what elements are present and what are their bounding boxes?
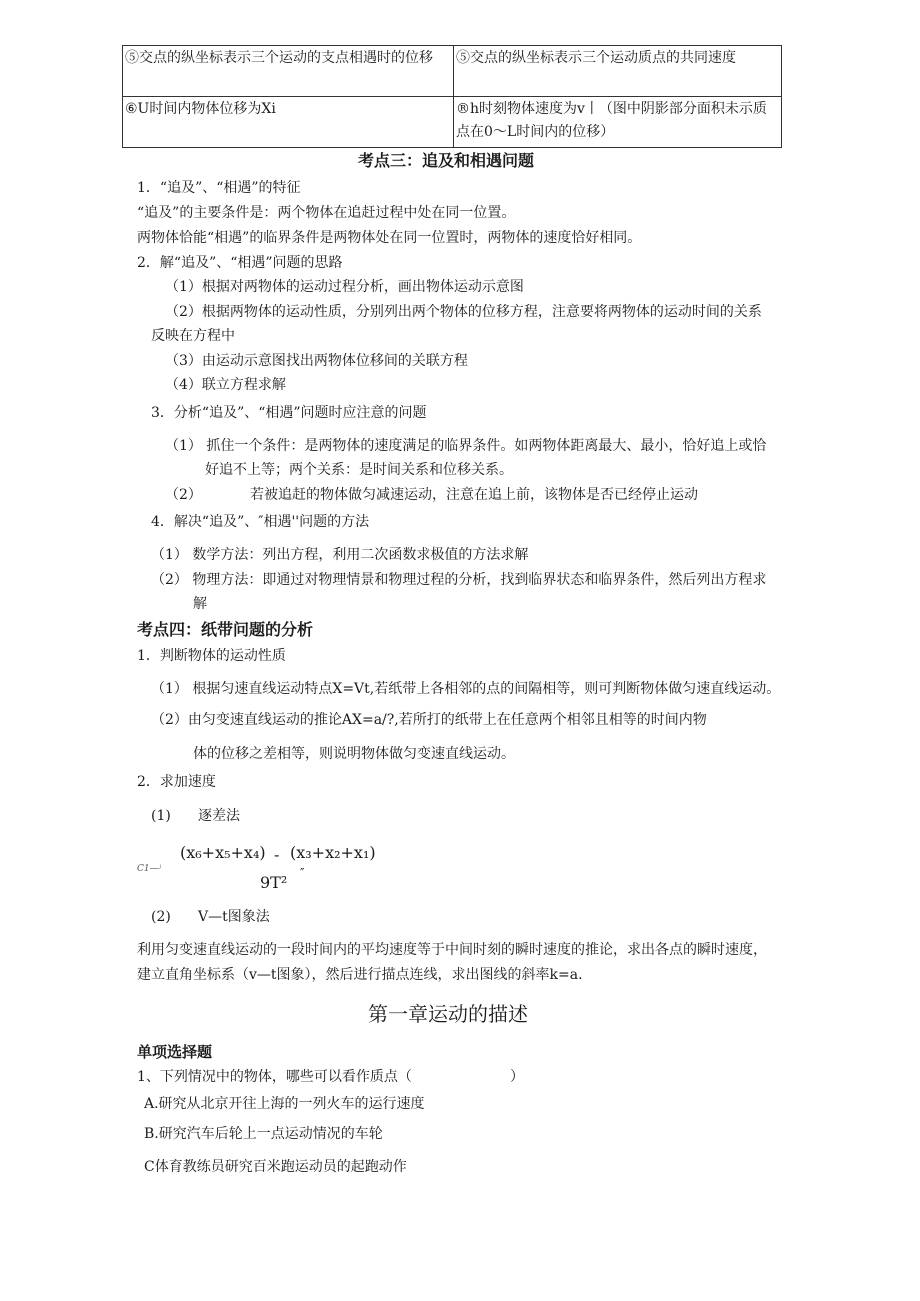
paragraph: “追及”的主要条件是：两个物体在追赶过程中处在同一位置。 (137, 205, 516, 221)
table-cell: ⑥U时间内物体位移为Xi (123, 97, 454, 148)
table-row (123, 46, 782, 97)
paragraph: （2） 物理方法：即通过对物理情景和物理过程的分析，找到临界状态和临界条件，然后列出方程求 (151, 572, 767, 588)
formula-prefix: C1—ʲ (137, 864, 161, 874)
question-bracket: ） (510, 1069, 524, 1085)
paragraph: 4．解决“追及”、″相遇''问题的方法 (151, 514, 370, 530)
paragraph: 若被追赶的物体做匀减速运动，注意在追上前，该物体是否已经停止运动 (250, 487, 698, 503)
paragraph: V—t图象法 (198, 909, 270, 925)
paragraph: （1）根据对两物体的运动过程分析，画出物体运动示意图 (165, 279, 524, 295)
table-cell: ®h时刻物体速度为v丨（图中阴影部分面积未示质点在0〜L时间内的位移） (454, 97, 782, 148)
paragraph: （2）由匀变速直线运动的推论AX=a/?,若所打的纸带上在任意两个相邻且相等的时间内物 (151, 712, 707, 728)
paragraph: 体的位移之差相等，则说明物体做匀变速直线运动。 (193, 746, 515, 762)
paragraph: 逐差法 (198, 808, 240, 824)
paragraph: （3）由运动示意图找出两物体位移间的关联方程 (165, 353, 468, 369)
section-title: 考点三：追及和相遇问题 (358, 151, 535, 170)
paragraph: (1) (151, 808, 171, 824)
table-cell: ⑤交点的纵坐标表示三个运动质点的共同速度 (454, 46, 782, 97)
paragraph: 1．判断物体的运动性质 (137, 648, 286, 664)
option-c: C体育教练员研究百米跑运动员的起跑动作 (144, 1159, 407, 1175)
paragraph: （4）联立方程求解 (165, 377, 286, 393)
formula-mark: ″ (300, 866, 305, 880)
comparison-table (122, 45, 782, 148)
paragraph: 1．“追及”、“相遇”的特征 (137, 180, 301, 196)
formula-term: (x₆+x₅+x₄) (180, 843, 266, 862)
paragraph: 解 (193, 596, 207, 612)
section-title: 考点四：纸带问题的分析 (137, 620, 314, 639)
paragraph: 2．解“追及”、“相遇”问题的思路 (137, 255, 343, 271)
subheading: 单项选择题 (137, 1043, 213, 1061)
paragraph: 2．求加速度 (137, 774, 216, 790)
paragraph: 两物体恰能“相遇”的临界条件是两物体处在同一位置时，两物体的速度恰好相同。 (137, 230, 642, 246)
paragraph: （1） 抓住一个条件：是两物体的速度满足的临界条件。如两物体距离最大、最小，恰好追上或恰 (165, 438, 767, 454)
paragraph: 3．分析“追及”、“相遇”问题时应注意的问题 (151, 405, 427, 421)
paragraph: （2）根据两物体的运动性质，分别列出两个物体的位移方程，注意要将两物体的运动时间的关系 (165, 304, 762, 320)
option-b: B.研究汽车后轮上一点运动情况的车轮 (144, 1126, 383, 1142)
formula-operator: - (274, 845, 280, 864)
paragraph: 反映在方程中 (151, 328, 235, 344)
paragraph: （1） 数学方法：列出方程，利用二次函数求极值的方法求解 (151, 547, 529, 563)
paragraph: (2) (151, 909, 171, 925)
paragraph: 利用匀变速直线运动的一段时间内的平均速度等于中间时刻的瞬时速度的推论，求出各点的瞬时速度， (137, 942, 767, 958)
table-cell: ⑤交点的纵坐标表示三个运动的支点相遇时的位移 (123, 46, 454, 97)
formula-term: (x₃+x₂+x₁) (290, 843, 376, 862)
formula-denominator: 9T² (260, 873, 288, 892)
paragraph: 好追不上等；两个关系：是时间关系和位移关系。 (205, 462, 513, 478)
paragraph: 建立直角坐标系（v—t图象），然后进行描点连线，求出图线的斜率k=a. (137, 967, 583, 983)
option-a: A.研究从北京开往上海的一列火车的运行速度 (144, 1096, 425, 1112)
chapter-title: 第一章运动的描述 (368, 1002, 528, 1026)
question: 1、下列情况中的物体，哪些可以看作质点（ (137, 1069, 412, 1085)
paragraph: （2） (165, 487, 202, 503)
paragraph: （1） 根据匀速直线运动特点X=Vt,若纸带上各相邻的点的间隔相等，则可判断物体做匀速直线运动。 (151, 681, 781, 697)
table-row (123, 97, 782, 148)
